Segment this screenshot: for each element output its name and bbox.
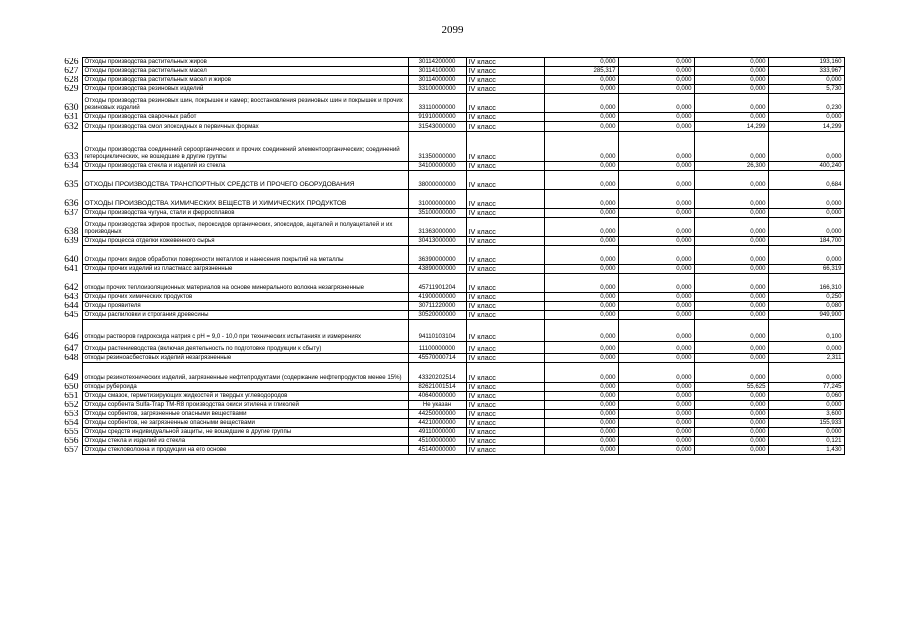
value-col-4: 1,430: [768, 446, 844, 455]
value-col-2: 0,000: [618, 383, 694, 392]
waste-code: 31000000000: [408, 190, 466, 209]
waste-name: Отходы процесса отделки кожевенного сырья: [82, 237, 408, 246]
waste-code: 45570000714: [408, 354, 466, 363]
value-col-2: 0,000: [618, 320, 694, 342]
row-number: 631: [64, 112, 79, 122]
value-col-3: 0,000: [694, 132, 768, 162]
waste-code: 30114000000: [408, 76, 466, 85]
table-row: [62, 293, 844, 302]
waste-code: 49110000000: [408, 428, 466, 437]
row-number: 638: [64, 226, 79, 237]
value-col-3: 0,000: [694, 363, 768, 383]
value-col-2: 0,000: [618, 354, 694, 363]
table-row: [62, 162, 844, 171]
waste-code: 30711220000: [408, 302, 466, 311]
row-number: 642: [64, 282, 79, 293]
value-col-1: 0,000: [544, 85, 618, 94]
waste-code: 30413000000: [408, 237, 466, 246]
value-col-4: 949,900: [768, 311, 844, 320]
hazard-class: IV класс: [466, 410, 544, 419]
value-col-4: 0,000: [768, 401, 844, 410]
hazard-class: IV класс: [466, 132, 544, 162]
value-col-1: 0,000: [544, 320, 618, 342]
waste-code: 33100000000: [408, 85, 466, 94]
value-col-3: 0,000: [694, 237, 768, 246]
hazard-class: IV класс: [466, 237, 544, 246]
waste-code: 91910000000: [408, 113, 466, 122]
value-col-4: 0,100: [768, 320, 844, 342]
value-col-3: 0,000: [694, 392, 768, 401]
value-col-3: 0,000: [694, 58, 768, 67]
waste-name: Отходы прочих изделий из пластмасс загрязненные: [82, 265, 408, 274]
waste-code: 31363000000: [408, 218, 466, 237]
value-col-2: 0,000: [618, 342, 694, 354]
value-col-3: 0,000: [694, 265, 768, 274]
value-col-3: 0,000: [694, 446, 768, 455]
waste-code: 44250000000: [408, 410, 466, 419]
hazard-class: IV класс: [466, 218, 544, 237]
table-row: [62, 94, 844, 113]
value-col-1: 0,000: [544, 392, 618, 401]
row-number: 643: [64, 292, 79, 302]
value-col-1: 0,000: [544, 265, 618, 274]
waste-code: 43320202514: [408, 363, 466, 383]
value-col-1: 0,000: [544, 113, 618, 122]
waste-name: Отходы производства растительных масел и жиров: [82, 76, 408, 85]
hazard-class: IV класс: [466, 437, 544, 446]
table-row: [62, 437, 844, 446]
hazard-class: IV класс: [466, 383, 544, 392]
value-col-4: 5,730: [768, 85, 844, 94]
hazard-class: IV класс: [466, 419, 544, 428]
value-col-1: 0,000: [544, 171, 618, 190]
table-row: [62, 265, 844, 274]
value-col-2: 0,000: [618, 237, 694, 246]
value-col-3: 0,000: [694, 209, 768, 218]
waste-code: 38000000000: [408, 171, 466, 190]
row-number: 636: [64, 198, 79, 209]
value-col-4: 66,319: [768, 265, 844, 274]
waste-code: 30520000000: [408, 311, 466, 320]
value-col-1: 0,000: [544, 428, 618, 437]
value-col-3: 0,000: [694, 342, 768, 354]
value-col-2: 0,000: [618, 94, 694, 113]
value-col-3: 0,000: [694, 419, 768, 428]
value-col-3: 14,299: [694, 122, 768, 132]
table-row: [62, 246, 844, 265]
hazard-class: IV класс: [466, 363, 544, 383]
value-col-3: 0,000: [694, 311, 768, 320]
value-col-4: 0,000: [768, 113, 844, 122]
value-col-4: 400,240: [768, 162, 844, 171]
table-row: [62, 419, 844, 428]
waste-code: 33110000000: [408, 94, 466, 113]
row-number: 655: [64, 427, 79, 437]
value-col-1: 0,000: [544, 162, 618, 171]
value-col-2: 0,000: [618, 311, 694, 320]
hazard-class: IV класс: [466, 94, 544, 113]
waste-name: Отходы производства растительных масел: [82, 67, 408, 76]
row-number: 654: [64, 418, 79, 428]
waste-code: 45100000000: [408, 437, 466, 446]
hazard-class: IV класс: [466, 311, 544, 320]
waste-code: 35100000000: [408, 209, 466, 218]
value-col-2: 0,000: [618, 302, 694, 311]
row-number: 637: [64, 208, 79, 218]
value-col-1: 0,000: [544, 76, 618, 85]
value-col-2: 0,000: [618, 274, 694, 293]
table-row: [62, 311, 844, 320]
waste-code: 44210000000: [408, 419, 466, 428]
table-row: [62, 392, 844, 401]
value-col-3: 26,300: [694, 162, 768, 171]
value-col-1: 0,000: [544, 58, 618, 67]
value-col-1: 0,000: [544, 354, 618, 363]
hazard-class: IV класс: [466, 162, 544, 171]
table-row: [62, 410, 844, 419]
value-col-1: 0,000: [544, 237, 618, 246]
table-row: [62, 428, 844, 437]
table-row: [62, 190, 844, 209]
table-row: [62, 122, 844, 132]
value-col-3: 55,625: [694, 383, 768, 392]
value-col-3: 0,000: [694, 85, 768, 94]
waste-name: Отходы проявителя: [82, 302, 408, 311]
value-col-2: 0,000: [618, 85, 694, 94]
table-row: [62, 218, 844, 237]
table-row: [62, 113, 844, 122]
row-number: 626: [64, 57, 79, 67]
value-col-3: 0,000: [694, 437, 768, 446]
hazard-class: IV класс: [466, 274, 544, 293]
waste-name: Отходы производства сварочных работ: [82, 113, 408, 122]
value-col-4: 0,000: [768, 246, 844, 265]
hazard-class: IV класс: [466, 58, 544, 67]
value-col-3: 0,000: [694, 274, 768, 293]
waste-code: 30114200000: [408, 58, 466, 67]
waste-code: 41900000000: [408, 293, 466, 302]
row-number: 640: [64, 254, 79, 265]
value-col-4: 14,299: [768, 122, 844, 132]
row-number: 634: [64, 161, 79, 171]
page-number: 2099: [441, 24, 464, 36]
value-col-1: 0,000: [544, 383, 618, 392]
table-row: [62, 85, 844, 94]
hazard-class: IV класс: [466, 85, 544, 94]
waste-code: 94110103104: [408, 320, 466, 342]
value-col-2: 0,000: [618, 446, 694, 455]
table-body: [62, 58, 844, 455]
table-row: [62, 342, 844, 354]
waste-code: 45140000000: [408, 446, 466, 455]
value-col-4: 0,230: [768, 94, 844, 113]
hazard-class: IV класс: [466, 246, 544, 265]
waste-name: Отходы производства стекла и изделий из стекла: [82, 162, 408, 171]
waste-name: Отходы прочих химических продуктов: [82, 293, 408, 302]
table-row: [62, 354, 844, 363]
hazard-class: IV класс: [466, 190, 544, 209]
waste-name: Отходы распиловки и строгания древесины: [82, 311, 408, 320]
value-col-2: 0,000: [618, 265, 694, 274]
row-number: 630: [64, 102, 79, 113]
value-col-1: 0,000: [544, 302, 618, 311]
value-col-3: 0,000: [694, 410, 768, 419]
hazard-class: IV класс: [466, 302, 544, 311]
value-col-2: 0,000: [618, 76, 694, 85]
waste-name: Отходы производства резиновых шин, покрышек и камер; восстановления резиновых шин и покрышек и прочих резиновых изделий: [82, 94, 408, 113]
row-number: 649: [64, 372, 79, 383]
waste-code: 31543000000: [408, 122, 466, 132]
waste-name: Отходы производства смол эпоксидных в первичных формах: [82, 122, 408, 132]
value-col-3: 0,000: [694, 428, 768, 437]
value-col-1: 0,000: [544, 401, 618, 410]
value-col-1: 0,000: [544, 410, 618, 419]
value-col-4: 155,933: [768, 419, 844, 428]
value-col-4: 77,245: [768, 383, 844, 392]
row-number: 653: [64, 409, 79, 419]
value-col-2: 0,000: [618, 392, 694, 401]
value-col-4: 0,684: [768, 171, 844, 190]
value-col-3: 0,000: [694, 113, 768, 122]
value-col-3: 0,000: [694, 302, 768, 311]
table-row: [62, 446, 844, 455]
waste-name: Отходы сорбентов, загрязненные опасными веществами: [82, 410, 408, 419]
value-col-4: 0,000: [768, 218, 844, 237]
hazard-class: IV класс: [466, 392, 544, 401]
row-number: 639: [64, 236, 79, 246]
waste-name: отходы рубероида: [82, 383, 408, 392]
value-col-3: 0,000: [694, 190, 768, 209]
table-row: [62, 67, 844, 76]
hazard-class: IV класс: [466, 293, 544, 302]
hazard-class: IV класс: [466, 354, 544, 363]
value-col-1: 0,000: [544, 293, 618, 302]
waste-table: [62, 57, 845, 455]
waste-name: Отходы сорбента Sulfa-Trap TM-R8 производства окиси этилена и гликолей: [82, 401, 408, 410]
value-col-4: 0,000: [768, 76, 844, 85]
value-col-4: 0,080: [768, 302, 844, 311]
row-number: 647: [64, 343, 79, 354]
value-col-4: 0,000: [768, 428, 844, 437]
value-col-2: 0,000: [618, 293, 694, 302]
row-number: 646: [64, 331, 79, 342]
value-col-4: 2,311: [768, 354, 844, 363]
waste-name: Отходы стекла и изделий из стекла: [82, 437, 408, 446]
waste-name: отходы резиноасбестовых изделий незагрязненные: [82, 354, 408, 363]
table-row: [62, 58, 844, 67]
table-row: [62, 383, 844, 392]
hazard-class: IV класс: [466, 401, 544, 410]
row-number: 656: [64, 436, 79, 446]
value-col-2: 0,000: [618, 171, 694, 190]
value-col-2: 0,000: [618, 122, 694, 132]
row-number: 645: [64, 310, 79, 320]
waste-name: отходы прочих теплоизоляционных материалов на основе минерального волокна незагрязненные: [82, 274, 408, 293]
row-number: 629: [64, 84, 79, 94]
row-number: 648: [64, 353, 79, 363]
value-col-2: 0,000: [618, 437, 694, 446]
value-col-1: 0,000: [544, 437, 618, 446]
value-col-1: 0,000: [544, 446, 618, 455]
table-row: [62, 76, 844, 85]
hazard-class: IV класс: [466, 76, 544, 85]
value-col-3: 0,000: [694, 293, 768, 302]
value-col-2: 0,000: [618, 428, 694, 437]
hazard-class: IV класс: [466, 428, 544, 437]
value-col-2: 0,000: [618, 113, 694, 122]
waste-name: Отходы стекловолокна и продукции на его основе: [82, 446, 408, 455]
value-col-2: 0,000: [618, 363, 694, 383]
waste-name: Отходы производства эфиров простых, пероксидов органических, эпоксидов, ацеталей и полуацеталей и их производных: [82, 218, 408, 237]
value-col-1: 0,000: [544, 209, 618, 218]
row-number: 628: [64, 75, 79, 85]
waste-name: Отходы прочих видов обработки поверхности металлов и нанесения покрытий на металлы: [82, 246, 408, 265]
table-row: [62, 320, 844, 342]
value-col-1: 0,000: [544, 246, 618, 265]
value-col-3: 0,000: [694, 67, 768, 76]
hazard-class: IV класс: [466, 342, 544, 354]
value-col-1: 0,000: [544, 190, 618, 209]
row-number: 627: [64, 66, 79, 76]
value-col-2: 0,000: [618, 246, 694, 265]
value-col-4: 0,000: [768, 132, 844, 162]
row-number: 657: [64, 445, 79, 455]
value-col-1: 0,000: [544, 218, 618, 237]
hazard-class: IV класс: [466, 320, 544, 342]
hazard-class: IV класс: [466, 67, 544, 76]
waste-name: ОТХОДЫ ПРОИЗВОДСТВА ТРАНСПОРТНЫХ СРЕДСТВ И ПРОЧЕГО ОБОРУДОВАНИЯ: [82, 171, 408, 190]
waste-code: 45711901204: [408, 274, 466, 293]
row-number: 652: [64, 400, 79, 410]
value-col-2: 0,000: [618, 218, 694, 237]
value-col-2: 0,000: [618, 419, 694, 428]
hazard-class: IV класс: [466, 113, 544, 122]
hazard-class: IV класс: [466, 446, 544, 455]
table-row: [62, 401, 844, 410]
value-col-4: 0,000: [768, 190, 844, 209]
value-col-2: 0,000: [618, 209, 694, 218]
value-col-1: 0,000: [544, 274, 618, 293]
waste-code: 31350000000: [408, 132, 466, 162]
waste-name: Отходы смазок, герметизирующих жидкостей и твердых углеводородов: [82, 392, 408, 401]
hazard-class: IV класс: [466, 171, 544, 190]
value-col-1: 0,000: [544, 363, 618, 383]
table-row: [62, 274, 844, 293]
row-number: 651: [64, 391, 79, 401]
table-row: [62, 363, 844, 383]
waste-name: Отходы производства чугуна, стали и ферросплавов: [82, 209, 408, 218]
waste-name: ОТХОДЫ ПРОИЗВОДСТВА ХИМИЧЕСКИХ ВЕЩЕСТВ И ХИМИЧЕСКИХ ПРОДУКТОВ: [82, 190, 408, 209]
value-col-3: 0,000: [694, 218, 768, 237]
value-col-1: 0,000: [544, 311, 618, 320]
row-number: 632: [64, 121, 79, 132]
waste-code: 11100000000: [408, 342, 466, 354]
waste-name: отходы растворов гидроксида натрия с pH = 9,0 - 10,0 при технических испытаниях и измерениях: [82, 320, 408, 342]
hazard-class: IV класс: [466, 122, 544, 132]
value-col-4: 0,250: [768, 293, 844, 302]
waste-name: отходы резинотехнических изделий, загрязненные нефтепродуктами (содержание нефтепродуктов менее 15%): [82, 363, 408, 383]
value-col-4: 333,967: [768, 67, 844, 76]
table-row: [62, 209, 844, 218]
value-col-2: 0,000: [618, 190, 694, 209]
value-col-4: 166,310: [768, 274, 844, 293]
value-col-2: 0,000: [618, 132, 694, 162]
value-col-1: 0,000: [544, 94, 618, 113]
value-col-4: 0,121: [768, 437, 844, 446]
value-col-3: 0,000: [694, 171, 768, 190]
value-col-4: 184,700: [768, 237, 844, 246]
waste-code: 43890000000: [408, 265, 466, 274]
waste-code: 34100000000: [408, 162, 466, 171]
value-col-2: 0,000: [618, 401, 694, 410]
hazard-class: IV класс: [466, 265, 544, 274]
row-number: 641: [64, 264, 79, 274]
value-col-4: 0,000: [768, 363, 844, 383]
value-col-4: 0,060: [768, 392, 844, 401]
waste-code: 30114100000: [408, 67, 466, 76]
waste-name: Отходы средств индивидуальной защиты, не вошедшие в другие группы: [82, 428, 408, 437]
value-col-1: 0,000: [544, 342, 618, 354]
table-row: [62, 171, 844, 190]
row-number: 650: [64, 382, 79, 392]
waste-code: 40640000000: [408, 392, 466, 401]
value-col-1: 0,000: [544, 132, 618, 162]
table-row: [62, 237, 844, 246]
value-col-3: 0,000: [694, 401, 768, 410]
row-number: 635: [64, 179, 79, 190]
value-col-3: 0,000: [694, 354, 768, 363]
hazard-class: IV класс: [466, 209, 544, 218]
table-row: [62, 132, 844, 162]
row-number: 644: [64, 301, 79, 311]
waste-code: 36390000000: [408, 246, 466, 265]
value-col-4: 0,000: [768, 209, 844, 218]
table-row: [62, 302, 844, 311]
waste-code: Не указан: [408, 401, 466, 410]
value-col-1: 0,000: [544, 122, 618, 132]
row-number: 633: [64, 151, 79, 162]
value-col-3: 0,000: [694, 94, 768, 113]
waste-name: Отходы растениеводства (включая деятельность по подготовке продукции к сбыту): [82, 342, 408, 354]
value-col-2: 0,000: [618, 67, 694, 76]
value-col-1: 0,000: [544, 419, 618, 428]
waste-code: 82621001514: [408, 383, 466, 392]
value-col-2: 0,000: [618, 410, 694, 419]
waste-name: Отходы сорбентов, не загрязненные опасными веществами: [82, 419, 408, 428]
value-col-3: 0,000: [694, 76, 768, 85]
value-col-2: 0,000: [618, 58, 694, 67]
waste-name: Отходы производства соединений сероорганических и прочих соединений элементоорганических; соединений гетероциклических, не вошедшие в другие группы: [82, 132, 408, 162]
value-col-4: 3,600: [768, 410, 844, 419]
value-col-3: 0,000: [694, 246, 768, 265]
value-col-4: 193,160: [768, 58, 844, 67]
waste-name: Отходы производства растительных жиров: [82, 58, 408, 67]
value-col-1: 285,317: [544, 67, 618, 76]
value-col-2: 0,000: [618, 162, 694, 171]
waste-name: Отходы производства резиновых изделий: [82, 85, 408, 94]
value-col-3: 0,000: [694, 320, 768, 342]
value-col-4: 0,000: [768, 342, 844, 354]
